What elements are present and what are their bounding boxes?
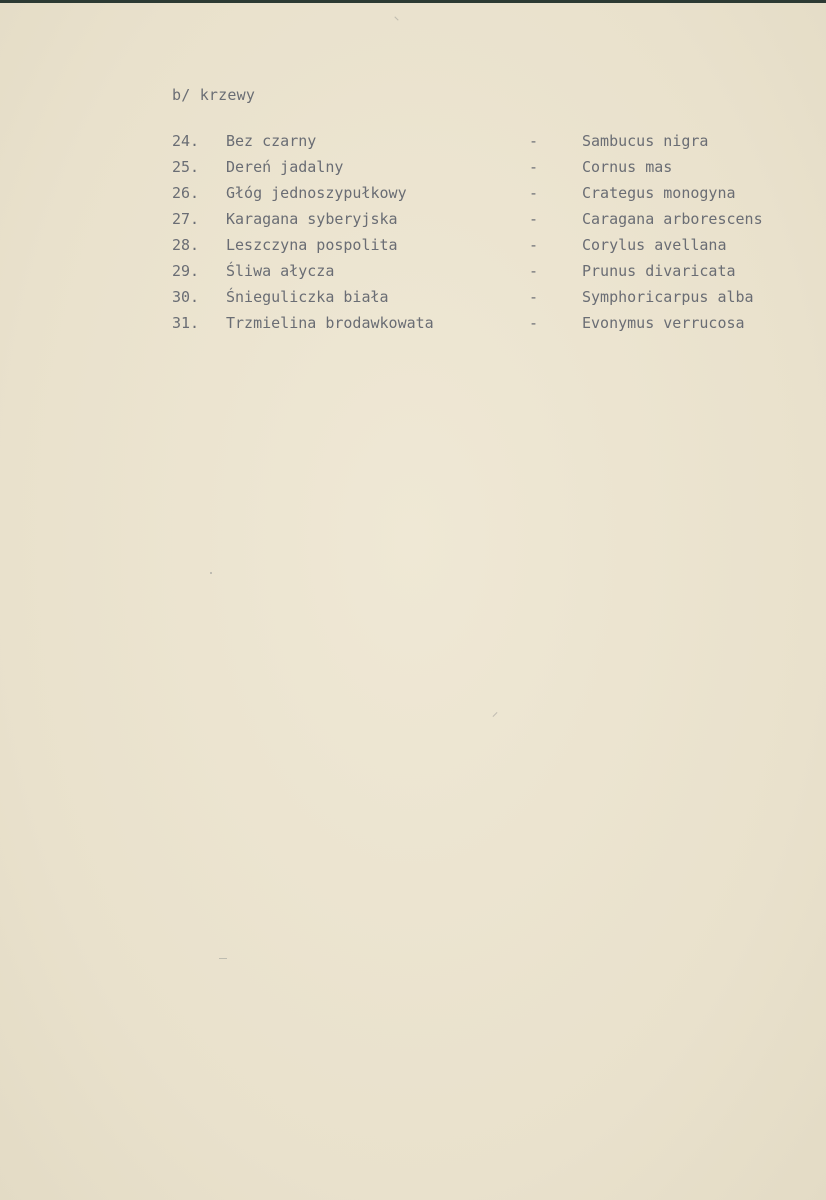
polish-name: Głóg jednoszypułkowy (226, 184, 407, 202)
list-item (0, 310, 826, 336)
paper-speck (210, 572, 212, 574)
polish-name: Trzmielina brodawkowata (226, 314, 434, 332)
list-item (0, 284, 826, 310)
paper-speck (394, 16, 398, 20)
section-heading: b/ krzewy (172, 86, 256, 104)
latin-name: Prunus divaricata (582, 262, 736, 280)
entry-number: 25. (172, 158, 200, 176)
separator-dash: - (529, 314, 539, 332)
separator-dash: - (529, 132, 539, 150)
latin-name: Cornus mas (582, 158, 673, 176)
paper-speck (219, 958, 227, 959)
separator-dash: - (529, 158, 539, 176)
species-list (0, 128, 826, 336)
paper-speck (493, 712, 498, 717)
page-top-edge (0, 0, 826, 3)
entry-number: 30. (172, 288, 200, 306)
list-item (0, 180, 826, 206)
polish-name: Leszczyna pospolita (226, 236, 398, 254)
list-item (0, 206, 826, 232)
polish-name: Dereń jadalny (226, 158, 344, 176)
latin-name: Symphoricarpus alba (582, 288, 754, 306)
polish-name: Śnieguliczka biała (226, 288, 389, 306)
list-item (0, 258, 826, 284)
list-item (0, 232, 826, 258)
separator-dash: - (529, 210, 539, 228)
entry-number: 31. (172, 314, 200, 332)
separator-dash: - (529, 184, 539, 202)
list-item (0, 128, 826, 154)
list-item (0, 154, 826, 180)
entry-number: 29. (172, 262, 200, 280)
latin-name: Caragana arborescens (582, 210, 763, 228)
polish-name: Karagana syberyjska (226, 210, 398, 228)
latin-name: Evonymus verrucosa (582, 314, 745, 332)
separator-dash: - (529, 236, 539, 254)
entry-number: 27. (172, 210, 200, 228)
entry-number: 28. (172, 236, 200, 254)
separator-dash: - (529, 262, 539, 280)
entry-number: 24. (172, 132, 200, 150)
polish-name: Śliwa ałycza (226, 262, 335, 280)
entry-number: 26. (172, 184, 200, 202)
separator-dash: - (529, 288, 539, 306)
latin-name: Corylus avellana (582, 236, 727, 254)
latin-name: Crategus monogyna (582, 184, 736, 202)
polish-name: Bez czarny (226, 132, 317, 150)
latin-name: Sambucus nigra (582, 132, 709, 150)
